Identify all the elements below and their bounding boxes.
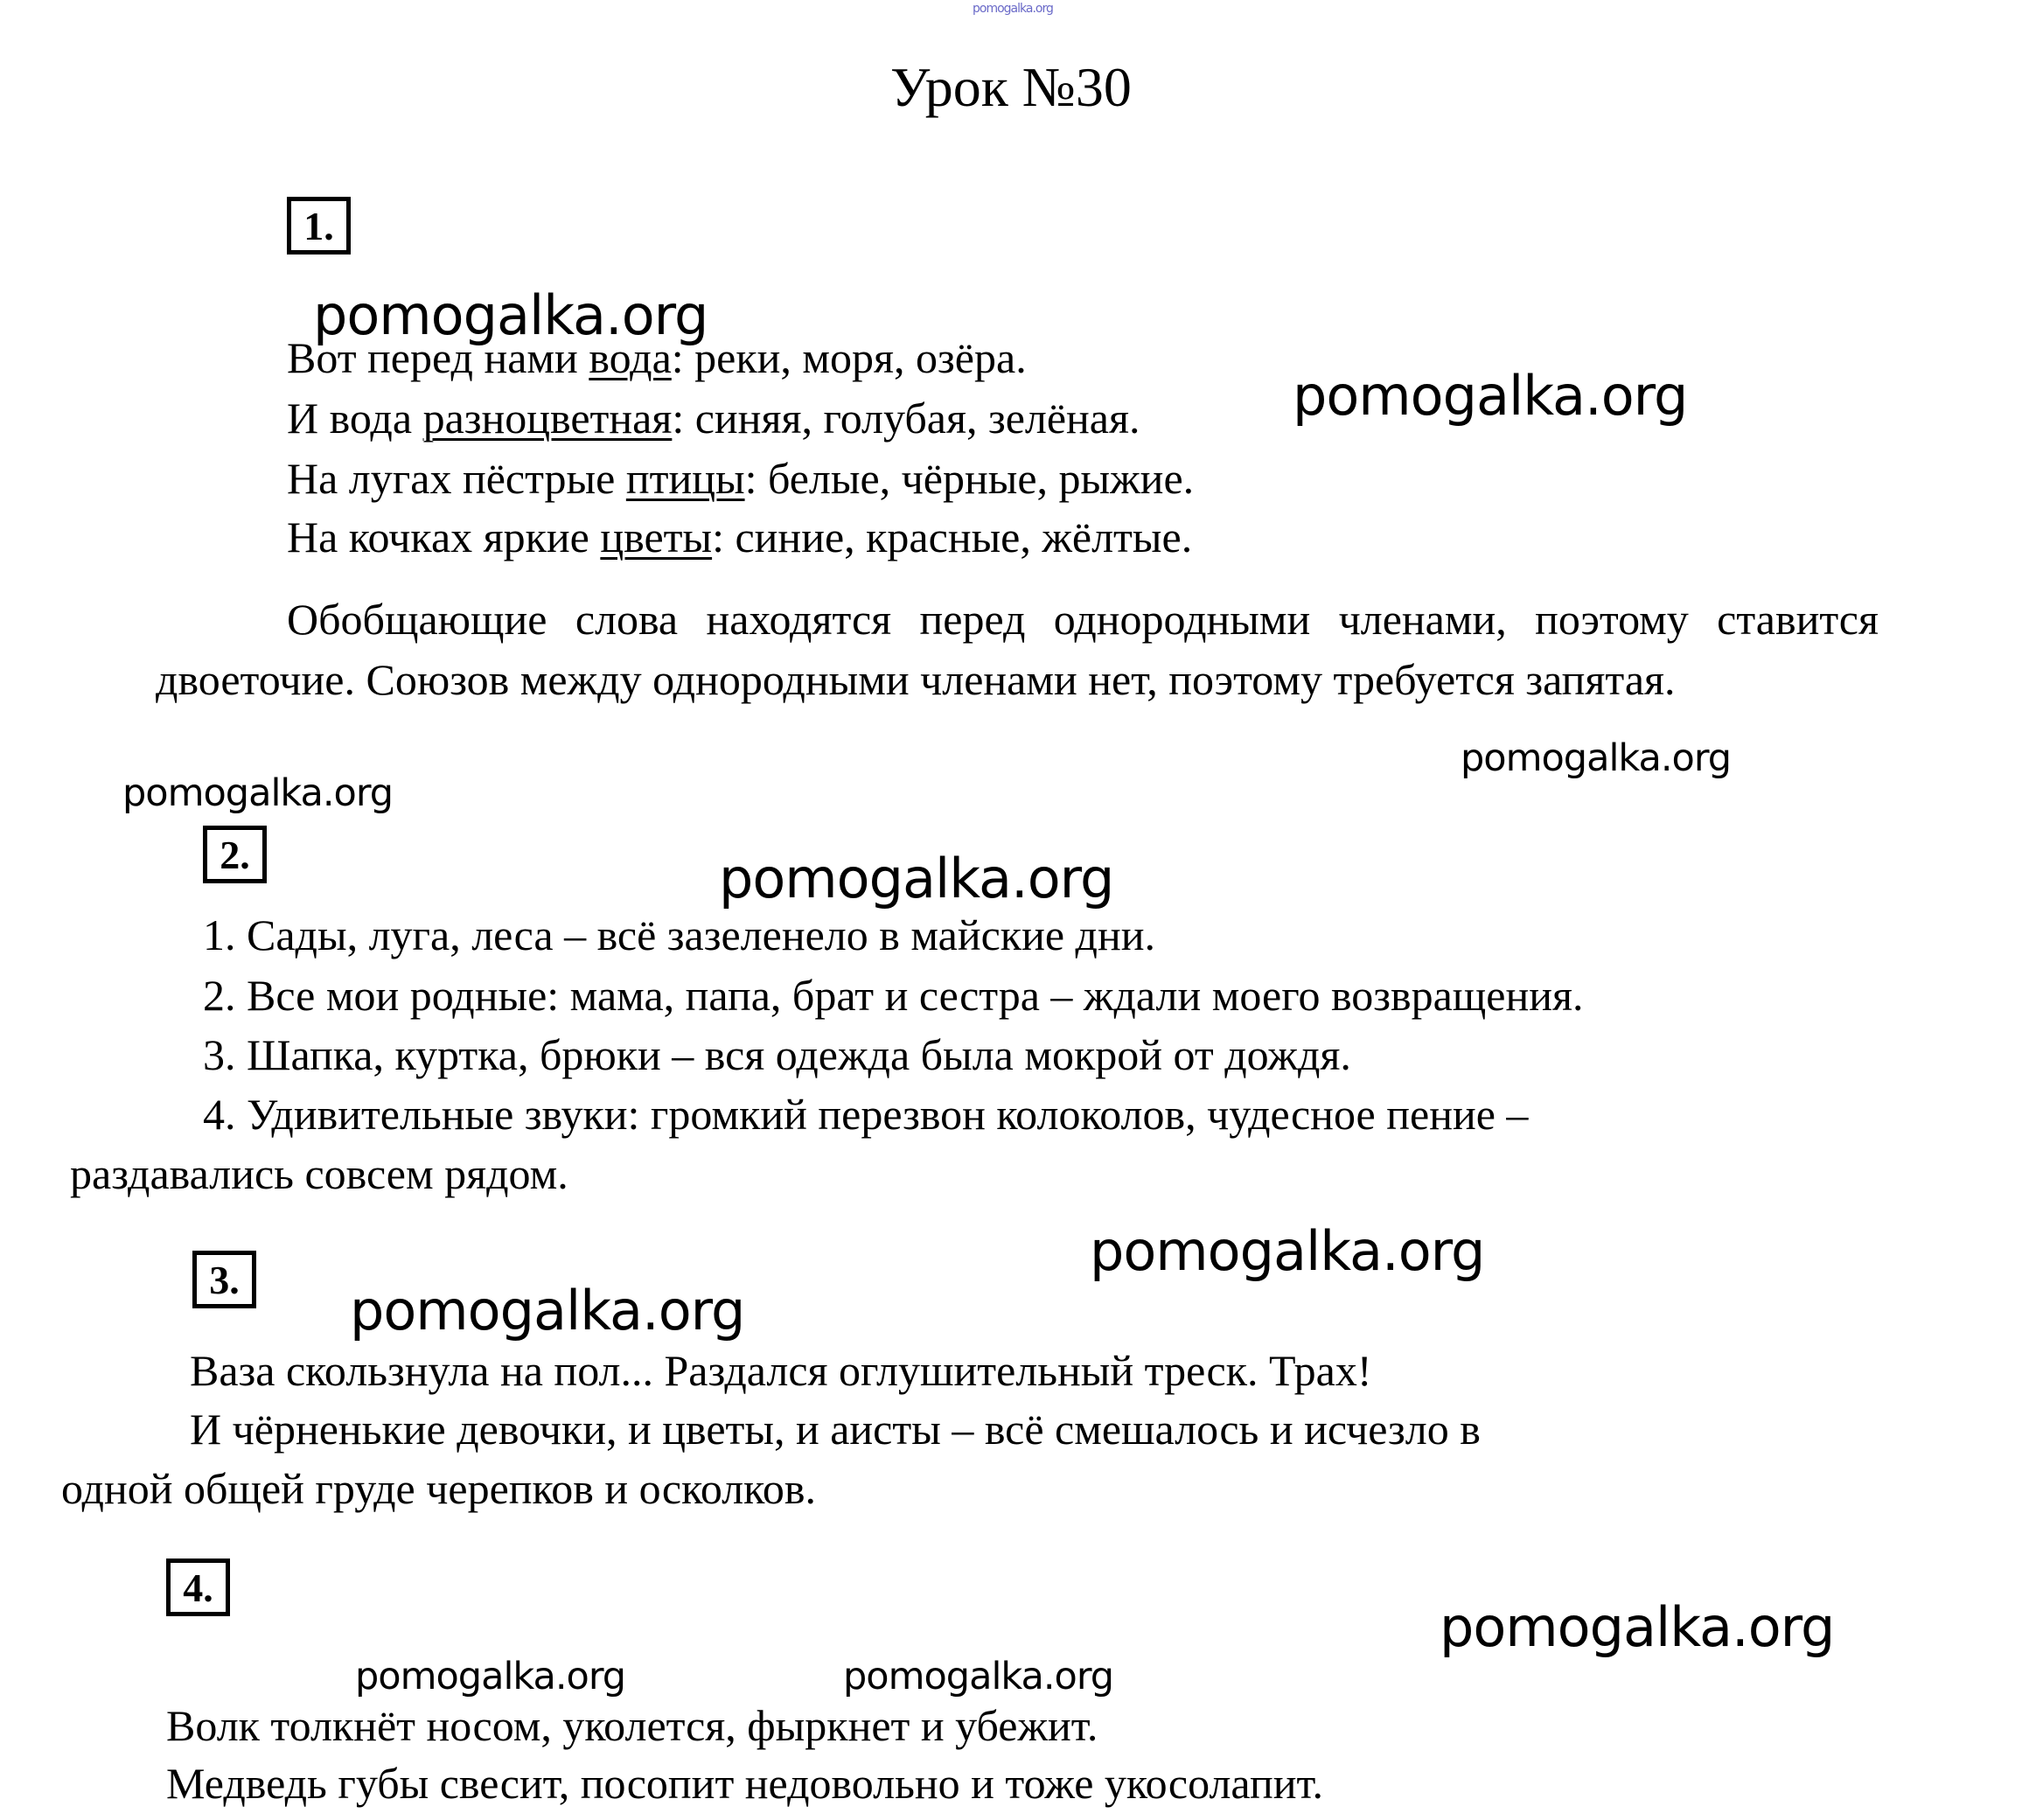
watermark: pomogalka.org — [1090, 1219, 1485, 1283]
task-1-number: 1. — [287, 197, 351, 255]
task-2-line-2: 2. Все мои родные: мама, папа, брат и сестра – ждали моего возвращения. — [203, 971, 1584, 1020]
watermark: pomogalka.org — [122, 771, 394, 815]
task-3-number: 3. — [192, 1251, 256, 1308]
underlined-word: разноцветная — [422, 394, 673, 443]
watermark-top: pomogalka.org — [973, 2, 1053, 16]
task-1-line-4: На кочках яркие цветы: синие, красные, жёлтые. — [287, 513, 1193, 561]
watermark: pomogalka.org — [1293, 364, 1688, 428]
underlined-word: птицы — [625, 454, 745, 503]
watermark: pomogalka.org — [1461, 736, 1732, 780]
underlined-word: цветы — [600, 513, 713, 561]
watermark: pomogalka.org — [719, 847, 1114, 910]
watermark: pomogalka.org — [843, 1655, 1114, 1698]
task-2-number: 2. — [203, 826, 267, 883]
task-4-line-1: Волк толкнёт носом, уколется, фыркнет и убежит. — [166, 1701, 1098, 1750]
watermark: pomogalka.org — [313, 283, 708, 347]
task-4-line-2: Медведь губы свесит, посопит недовольно и тоже укосолапит. — [166, 1759, 1324, 1808]
task-4-number: 4. — [166, 1559, 230, 1616]
watermark: pomogalka.org — [355, 1655, 626, 1698]
task-1-line-2: И вода разноцветная: синяя, голубая, зелёная. — [287, 394, 1140, 443]
task-2-line-5: раздавались совсем рядом. — [70, 1149, 568, 1198]
task-3-line-3: одной общей груде черепков и осколков. — [61, 1464, 816, 1513]
task-1-line-1: Вот перед нами вода: реки, моря, озёра. — [287, 333, 1027, 382]
task-2-line-1: 1. Сады, луга, леса – всё зазеленело в майские дни. — [203, 910, 1155, 959]
lesson-title: Урок №30 — [890, 56, 1132, 118]
task-1-line-3: На лугах пёстрые птицы: белые, чёрные, рыжие. — [287, 454, 1195, 503]
underlined-word: вода — [589, 333, 672, 382]
watermark: pomogalka.org — [1440, 1595, 1835, 1659]
task-1-explanation: Обобщающие слова находятся перед однородными членами, поэтому ставится двоеточие. Союзов между однородными членами нет, поэтому требуется запятая. — [156, 595, 1879, 704]
task-2-line-4: 4. Удивительные звуки: громкий перезвон колоколов, чудесное пение – — [203, 1090, 1529, 1139]
task-3-line-1: Ваза скользнула на пол... Раздался оглушительный треск. Трах! — [190, 1346, 1372, 1395]
watermark: pomogalka.org — [350, 1279, 745, 1342]
task-3-line-2: И чёрненькие девочки, и цветы, и аисты – всё смешалось и исчезло в — [190, 1405, 1481, 1454]
task-2-line-3: 3. Шапка, куртка, брюки – вся одежда была мокрой от дождя. — [203, 1030, 1351, 1079]
